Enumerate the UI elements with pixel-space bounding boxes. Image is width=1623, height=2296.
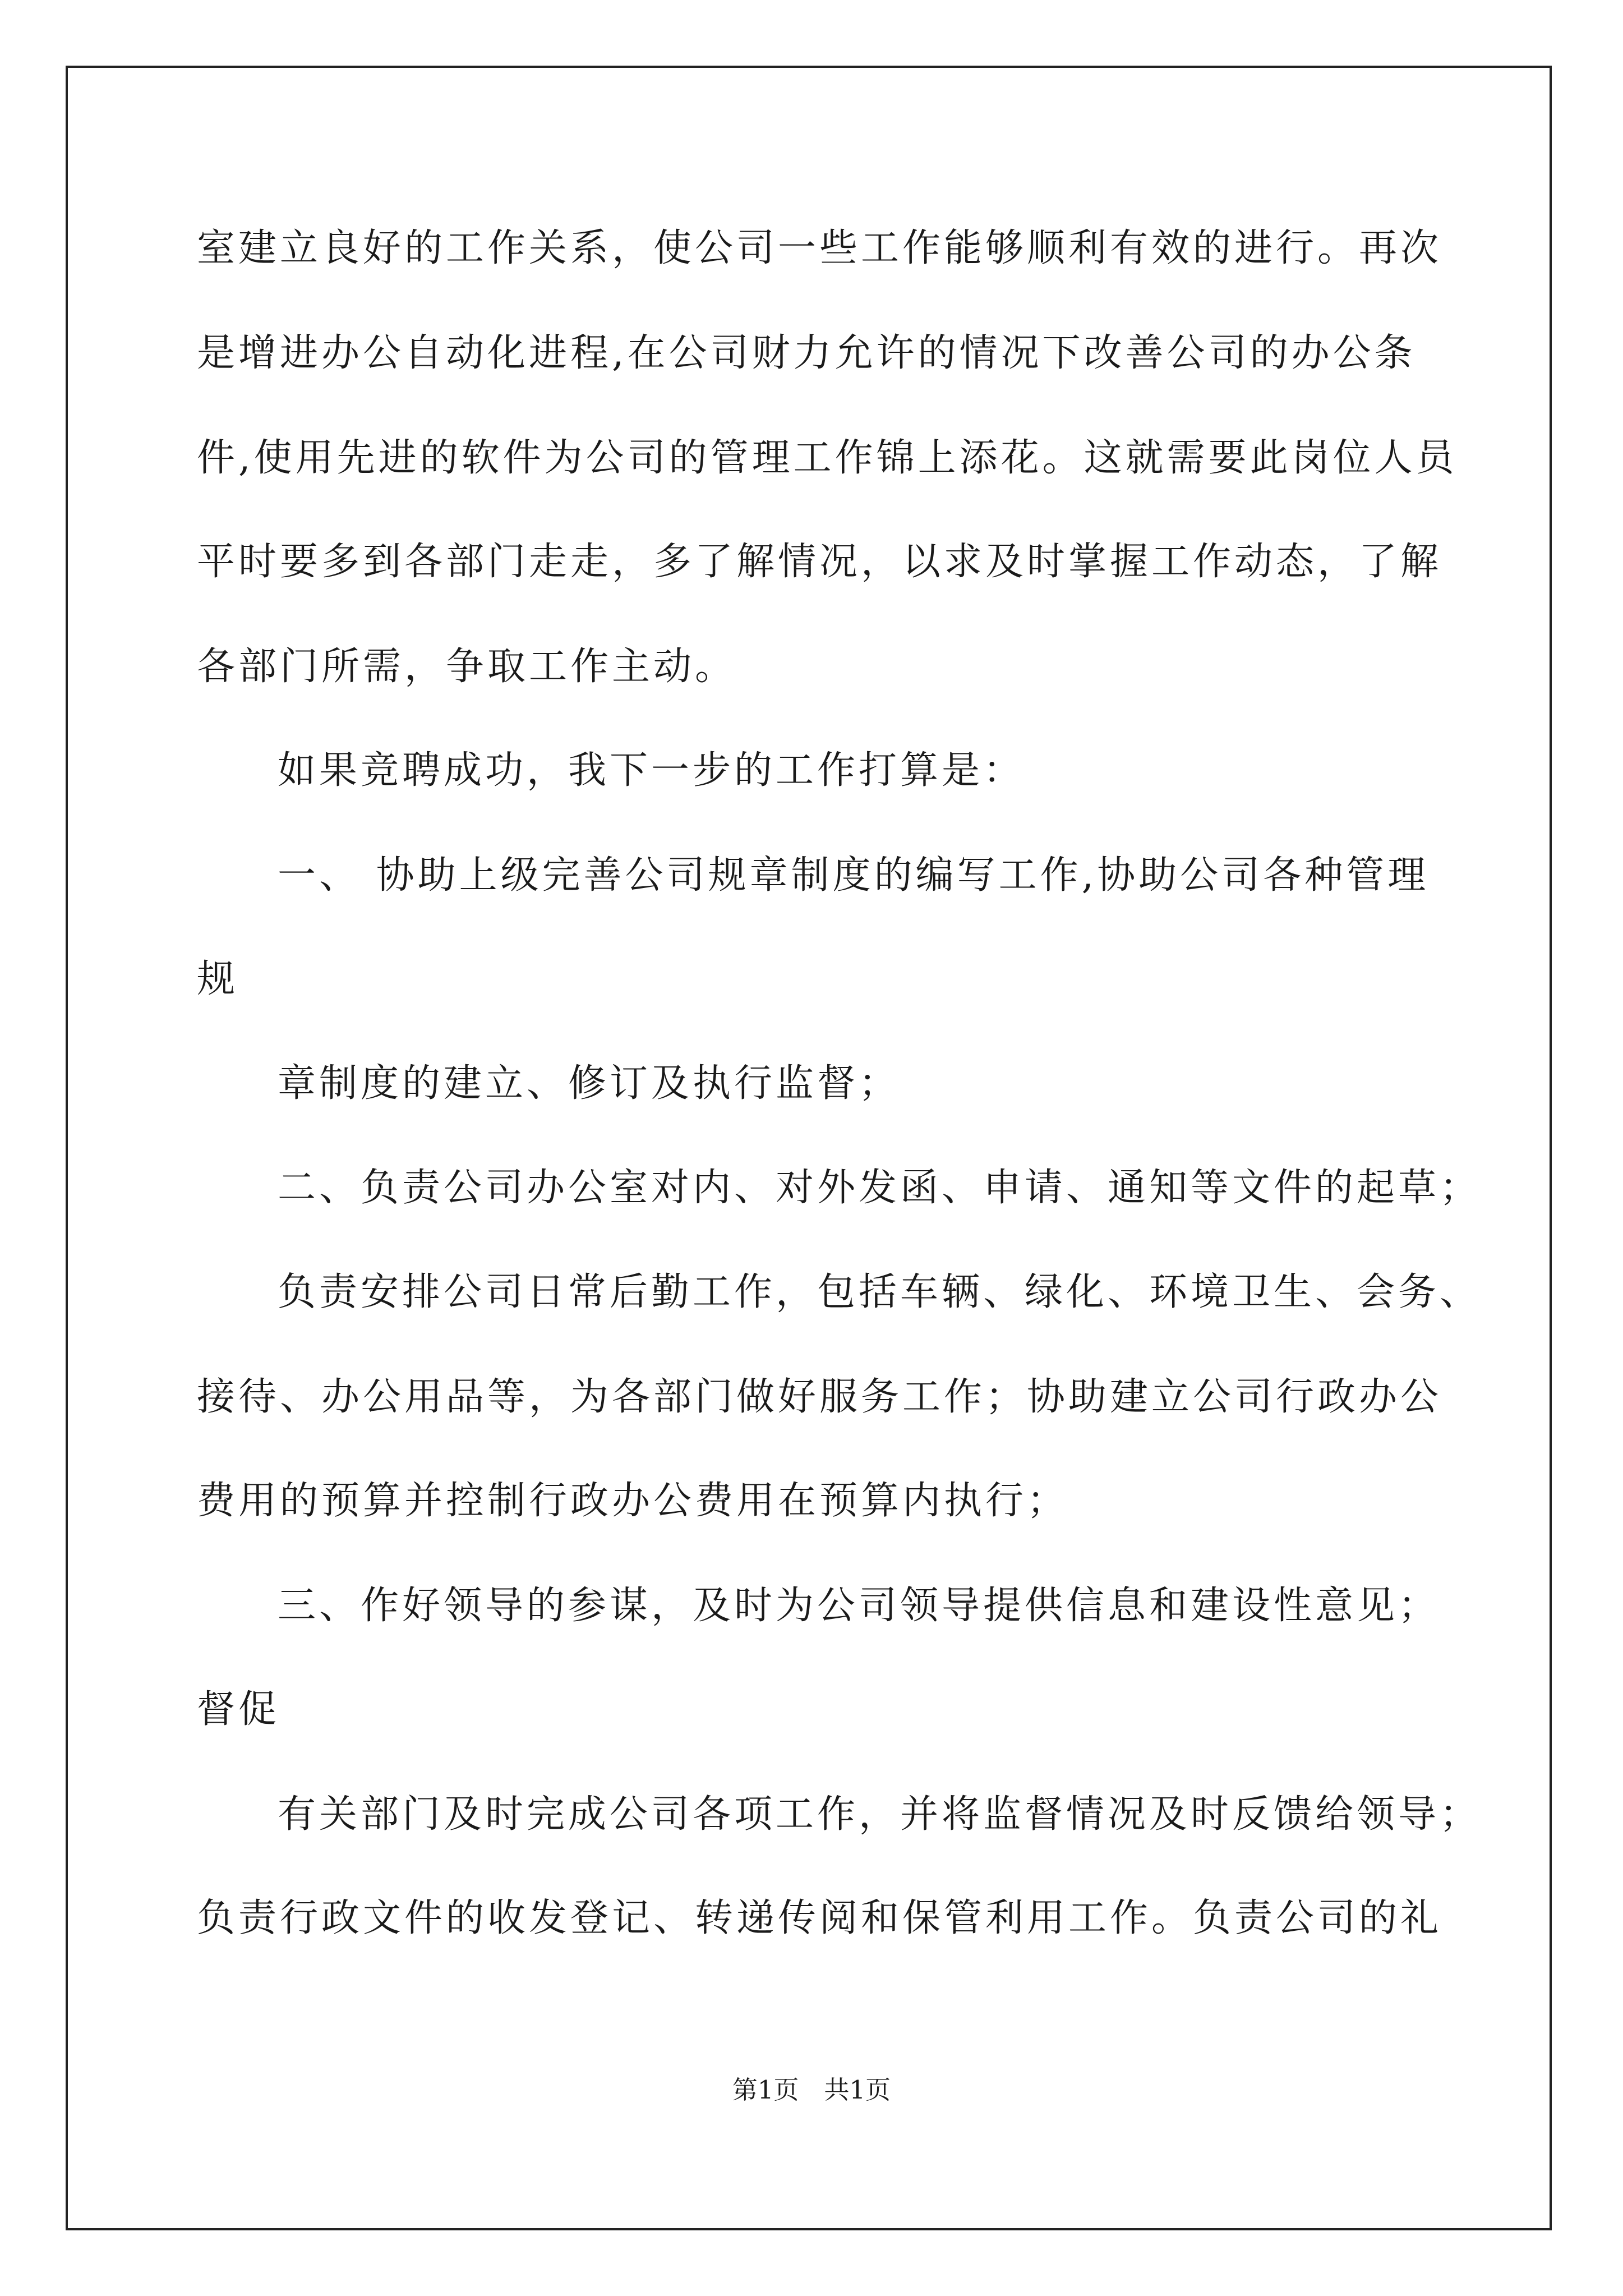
body-text-line: 一、 协助上级完善公司规章制度的编写工作,协助公司各种管理: [278, 853, 1430, 898]
body-text-line: 督促: [197, 1687, 280, 1732]
body-text-line: 章制度的建立、修订及执行监督；: [278, 1061, 901, 1106]
body-text-line: 规: [197, 957, 239, 1001]
body-text-line: 是增进办公自动化进程,在公司财力允许的情况下改善公司的办公条: [197, 331, 1416, 375]
body-text-line: 件,使用先进的软件为公司的管理工作锦上添花。这就需要此岗位人员: [197, 436, 1458, 480]
body-text-line: 负责安排公司日常后勤工作，包括车辆、绿化、环境卫生、会务、: [278, 1270, 1482, 1314]
body-text-line: 如果竞聘成功，我下一步的工作打算是：: [278, 748, 1025, 793]
body-text-line: 负责行政文件的收发登记、转递传阅和保管利用工作。负责公司的礼: [197, 1896, 1442, 1940]
body-text-line: 费用的预算并控制行政办公费用在预算内执行；: [197, 1479, 1069, 1523]
body-text-line: 三、作好领导的参谋，及时为公司领导提供信息和建设性意见；: [278, 1584, 1440, 1628]
page-footer: 第1页 共1页: [732, 2075, 891, 2105]
body-text-line: 各部门所需，争取工作主动。: [197, 645, 737, 689]
body-text-line: 有关部门及时完成公司各项工作，并将监督情况及时反馈给领导；: [278, 1792, 1482, 1837]
body-text-line: 室建立良好的工作关系，使公司一些工作能够顺利有效的进行。再次: [197, 226, 1442, 270]
body-text-line: 二、负责公司办公室对内、对外发函、申请、通知等文件的起草；: [278, 1166, 1482, 1210]
body-text-line: 接待、办公用品等，为各部门做好服务工作；协助建立公司行政办公: [197, 1375, 1442, 1419]
body-text-line: 平时要多到各部门走走，多了解情况，以求及时掌握工作动态，了解: [197, 540, 1442, 584]
